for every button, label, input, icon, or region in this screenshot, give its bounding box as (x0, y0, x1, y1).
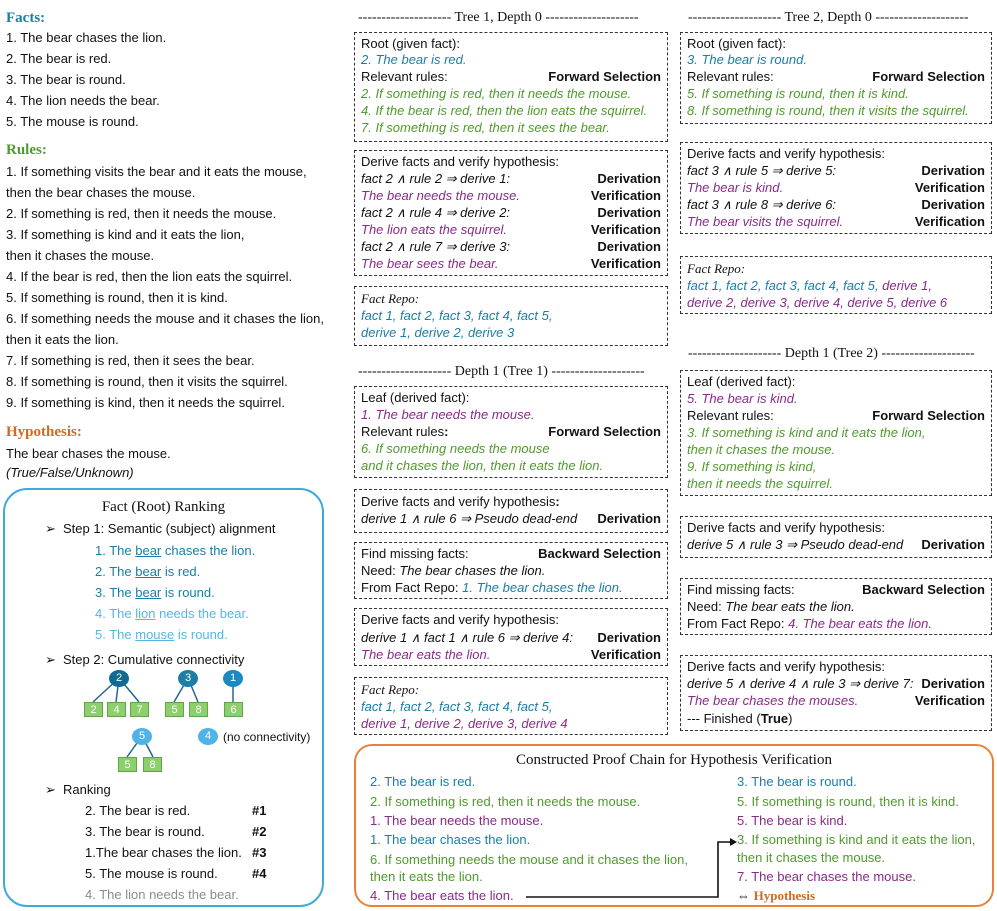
graph-leaf: 4 (107, 702, 126, 717)
rule-line: then it eats the lion. (6, 332, 119, 347)
tree2-header: -------------------- Tree 2, Depth 0 -------------------- (688, 10, 969, 25)
ranking-title: Fact (Root) Ranking (101, 499, 226, 515)
proof-step: 3. If something is kind and it eats the lion, (737, 832, 976, 847)
proof-step: 2. If something is red, then it needs the mouse. (370, 794, 641, 809)
rules-title: Rules: (6, 142, 47, 158)
proof-step: then it chases the mouse. (737, 850, 886, 865)
rule-line: then it chases the mouse. (6, 248, 155, 263)
derive-result: The bear eats the lion. (361, 647, 491, 662)
step1-item: 4. The lion needs the bear. (95, 606, 249, 621)
rule-line: 9. If something is kind, then it needs the squirrel. (6, 395, 285, 410)
proof-step: 5. The bear is kind. (737, 813, 848, 828)
derivation-tag: Derivation (921, 163, 985, 178)
step1-item: 3. The bear is round. (95, 585, 215, 600)
step2-bullet-icon: ➢ (45, 652, 56, 667)
tree1-derive-box (354, 150, 668, 276)
forward-selection-tag: Forward Selection (548, 424, 661, 439)
hypothesis-options: (True/False/Unknown) (6, 465, 134, 480)
rule-line: 3. If something is kind and it eats the lion, (6, 227, 245, 242)
rule: and it chases the lion, then it eats the lion. (361, 458, 604, 473)
fact-repo-derived: derive 1, derive 2, derive 3 (361, 325, 515, 340)
depth1-tree2-header: -------------------- Depth 1 (Tree 2) -------------------- (688, 346, 975, 361)
rank-item: 5. The mouse is round. (85, 866, 218, 881)
rule-line: 8. If something is round, then it visits the squirrel. (6, 374, 288, 389)
step1-item: 5. The mouse is round. (95, 627, 228, 642)
leaf-label: Leaf (derived fact): (687, 374, 796, 389)
depth1-t2-deadend-box (680, 516, 992, 558)
derive-expr: fact 3 ∧ rule 5 ⇒ derive 5: (687, 163, 837, 178)
graph-leaf: 8 (143, 757, 162, 772)
graph-leaf: 7 (130, 702, 149, 717)
derive-expr: fact 3 ∧ rule 8 ⇒ derive 6: (687, 197, 837, 212)
relevant-rules-label: Relevant rules: (361, 69, 448, 84)
step1-item: 1. The bear chases the lion. (95, 543, 256, 558)
derive-result: The lion eats the squirrel. (361, 222, 507, 237)
leaf-fact: 1. The bear needs the mouse. (361, 407, 535, 422)
proof-step: 1. The bear chases the lion. (370, 832, 531, 847)
tree1-repo-box (354, 286, 668, 346)
ranking-panel (3, 488, 324, 907)
fact-2: 2. The bear is red. (6, 51, 112, 66)
rule-line: 4. If the bear is red, then the lion eats the squirrel. (6, 269, 293, 284)
forward-selection-tag: Forward Selection (872, 69, 985, 84)
root-fact: 2. The bear is red. (361, 52, 467, 67)
depth1-t1-missing-box (354, 542, 668, 599)
depth1-t1-repo-box (354, 677, 668, 735)
leaf-label: Leaf (derived fact): (361, 390, 470, 405)
fact-repo-facts: fact 1, fact 2, fact 3, fact 4, fact 5, (361, 308, 553, 323)
derivation-tag: Derivation (921, 197, 985, 212)
depth1-t2-leaf-box (680, 370, 992, 496)
deadend-expr: derive 1 ∧ rule 6 ⇒ Pseudo dead-end (361, 511, 578, 526)
rule: 6. If something needs the mouse (361, 441, 550, 456)
derive-expr: fact 2 ∧ rule 4 ⇒ derive 2: (361, 205, 511, 220)
derive-label: Derive facts and verify hypothesis: (361, 612, 559, 627)
no-connectivity-label: (no connectivity) (223, 730, 311, 744)
rank-number: #1 (252, 803, 267, 818)
graph-leaf: 6 (224, 702, 243, 717)
fact-repo-derived: derive 1, derive 2, derive 3, derive 4 (361, 716, 568, 731)
fact-1: 1. The bear chases the lion. (6, 30, 167, 45)
derive-label: Derive facts and verify hypothesis: (687, 146, 885, 161)
depth1-t2-missing-box (680, 578, 992, 635)
verification-tag: Verification (590, 647, 661, 662)
depth1-t2-derive-box (680, 655, 992, 731)
connectivity-edges (5, 490, 322, 790)
rule-line: 1. If something visits the bear and it eats the mouse, (6, 164, 307, 179)
verification-tag: Verification (590, 188, 661, 203)
rule: 2. If something is red, then it needs the mouse. (361, 86, 632, 101)
step1-bullet-icon: ➢ (45, 521, 56, 536)
derivation-tag: Derivation (597, 171, 661, 186)
proof-step: 2. The bear is red. (370, 774, 476, 789)
proof-step: then it eats the lion. (370, 869, 483, 884)
derive-label: Derive facts and verify hypothesis: (687, 659, 885, 674)
tree2-derive-box (680, 142, 992, 234)
rank-item: 4. The lion needs the bear. (85, 887, 239, 902)
derive-expr: fact 2 ∧ rule 7 ⇒ derive 3: (361, 239, 511, 254)
derivation-tag: Derivation (597, 239, 661, 254)
proof-step: 5. If something is round, then it is kind. (737, 794, 959, 809)
need-line: Need: The bear chases the lion. (361, 563, 546, 578)
need-line: Need: The bear eats the lion. (687, 599, 855, 614)
rule: then it chases the mouse. (687, 442, 836, 457)
graph-leaf: 5 (118, 757, 137, 772)
from-repo-line: From Fact Repo: 4. The bear eats the lion. (687, 616, 932, 631)
derive-label: Derive facts and verify hypothesis: (361, 154, 559, 169)
derive-expr: derive 5 ∧ derive 4 ∧ rule 3 ⇒ derive 7: (687, 676, 914, 691)
proof-step: 1. The bear needs the mouse. (370, 813, 544, 828)
tree1-header: -------------------- Tree 1, Depth 0 -------------------- (358, 10, 639, 25)
step1-label: Step 1: Semantic (subject) alignment (63, 521, 276, 536)
rank-number: #3 (252, 845, 267, 860)
derivation-tag: Derivation (597, 630, 661, 645)
rule-line: 2. If something is red, then it needs the mouse. (6, 206, 277, 221)
proof-chain-panel (354, 744, 994, 907)
graph-node-2: 2 (109, 670, 129, 687)
rule: then it needs the squirrel. (687, 476, 833, 491)
fact-3: 3. The bear is round. (6, 72, 126, 87)
proof-step: 6. If something needs the mouse and it chases the lion, (370, 852, 688, 867)
rule-line: 6. If something needs the mouse and it chases the lion, (6, 311, 324, 326)
depth1-tree1-header: -------------------- Depth 1 (Tree 1) -------------------- (358, 364, 645, 379)
backward-selection-tag: Backward Selection (538, 546, 661, 561)
rank-item: 1.The bear chases the lion. (85, 845, 242, 860)
graph-node-1: 1 (223, 670, 243, 687)
rule-line: 7. If something is red, then it sees the bear. (6, 353, 255, 368)
derivation-tag: Derivation (921, 676, 985, 691)
relevant-rules-label: Relevant rules: (687, 408, 774, 423)
root-fact: 3. The bear is round. (687, 52, 807, 67)
depth1-t1-deadend-box (354, 489, 668, 533)
derive-result: The bear chases the mouses. (687, 693, 859, 708)
fact-repo-label: Fact Repo: (687, 261, 746, 276)
rank-number: #4 (252, 866, 267, 881)
depth1-t1-derive-box (354, 608, 668, 666)
find-missing-label: Find missing facts: (361, 546, 469, 561)
rule: 4. If the bear is red, then the lion eats the squirrel. (361, 103, 648, 118)
verification-tag: Verification (590, 222, 661, 237)
rule: 9. If something is kind, (687, 459, 817, 474)
tree1-root-box (354, 32, 668, 142)
derive-result: The bear visits the squirrel. (687, 214, 844, 229)
ranking-bullet-icon: ➢ (45, 782, 56, 797)
derivation-tag: Derivation (921, 537, 985, 552)
rank-item: 2. The bear is red. (85, 803, 191, 818)
verification-tag: Verification (914, 214, 985, 229)
hypothesis-text: The bear chases the mouse. (6, 446, 171, 461)
derive-expr: fact 2 ∧ rule 2 ⇒ derive 1: (361, 171, 511, 186)
step1-item: 2. The bear is red. (95, 564, 201, 579)
forward-selection-tag: Forward Selection (548, 69, 661, 84)
graph-node-3: 3 (178, 670, 198, 687)
proof-connector-arrow (356, 746, 992, 906)
derivation-tag: Derivation (597, 205, 661, 220)
fact-4: 4. The lion needs the bear. (6, 93, 160, 108)
graph-leaf: 5 (165, 702, 184, 717)
derive-result: The bear needs the mouse. (361, 188, 520, 203)
derivation-tag: Derivation (597, 511, 661, 526)
rule: 5. If something is round, then it is kind. (687, 86, 909, 101)
forward-selection-tag: Forward Selection (872, 408, 985, 423)
step2-label: Step 2: Cumulative connectivity (63, 652, 245, 667)
derive-expr: derive 1 ∧ fact 1 ∧ rule 6 ⇒ derive 4: (361, 630, 574, 645)
rule-line: 5. If something is round, then it is kind. (6, 290, 228, 305)
verification-tag: Verification (590, 256, 661, 271)
finished-status: --- Finished (True) (687, 711, 793, 726)
tree2-root-box (680, 32, 992, 124)
find-missing-label: Find missing facts: (687, 582, 795, 597)
verification-tag: Verification (914, 180, 985, 195)
fact-repo-facts: fact 1, fact 2, fact 3, fact 4, fact 5, (361, 699, 553, 714)
derive-result: The bear is kind. (687, 180, 784, 195)
rank-number: #2 (252, 824, 267, 839)
derive-result: The bear sees the bear. (361, 256, 499, 271)
ranking-label: Ranking (63, 782, 111, 797)
from-repo-line: From Fact Repo: 1. The bear chases the lion. (361, 580, 623, 595)
rule: 3. If something is kind and it eats the lion, (687, 425, 926, 440)
facts-title: Facts: (6, 10, 46, 26)
tree2-repo-box (680, 256, 992, 314)
rank-item: 3. The bear is round. (85, 824, 205, 839)
rule: 8. If something is round, then it visits the squirrel. (687, 103, 969, 118)
hypothesis-title: Hypothesis: (6, 424, 82, 440)
leaf-fact: 5. The bear is kind. (687, 391, 798, 406)
graph-node-5: 5 (132, 728, 152, 745)
derive-label: Derive facts and verify hypothesis: (361, 494, 560, 509)
graph-leaf: 2 (84, 702, 103, 717)
graph-leaf: 8 (189, 702, 208, 717)
root-label: Root (given fact): (687, 36, 786, 51)
backward-selection-tag: Backward Selection (862, 582, 985, 597)
fact-repo-label: Fact Repo: (361, 291, 420, 306)
deadend-expr: derive 5 ∧ rule 3 ⇒ Pseudo dead-end (687, 537, 904, 552)
rule: 7. If something is red, then it sees the bear. (361, 120, 610, 135)
hypothesis-marker: ⇔ Hypothesis (737, 888, 816, 903)
depth1-t1-leaf-box (354, 386, 668, 478)
relevant-rules-label: Relevant rules: (687, 69, 774, 84)
proof-step: 3. The bear is round. (737, 774, 857, 789)
graph-node-4: 4 (198, 728, 218, 745)
proof-step: 7. The bear chases the mouse. (737, 869, 916, 884)
fact-repo-derived: derive 2, derive 3, derive 4, derive 5, derive 6 (687, 295, 948, 310)
fact-repo-line: fact 1, fact 2, fact 3, fact 4, fact 5, derive 1, (687, 278, 932, 293)
rule-line: then the bear chases the mouse. (6, 185, 196, 200)
fact-5: 5. The mouse is round. (6, 114, 139, 129)
root-label: Root (given fact): (361, 36, 460, 51)
relevant-rules-label: Relevant rules: (361, 424, 449, 439)
proof-title: Constructed Proof Chain for Hypothesis Verification (516, 752, 832, 768)
verification-tag: Verification (914, 693, 985, 708)
fact-repo-label: Fact Repo: (361, 682, 420, 697)
proof-step: 4. The bear eats the lion. (370, 888, 514, 903)
derive-label: Derive facts and verify hypothesis: (687, 520, 885, 535)
